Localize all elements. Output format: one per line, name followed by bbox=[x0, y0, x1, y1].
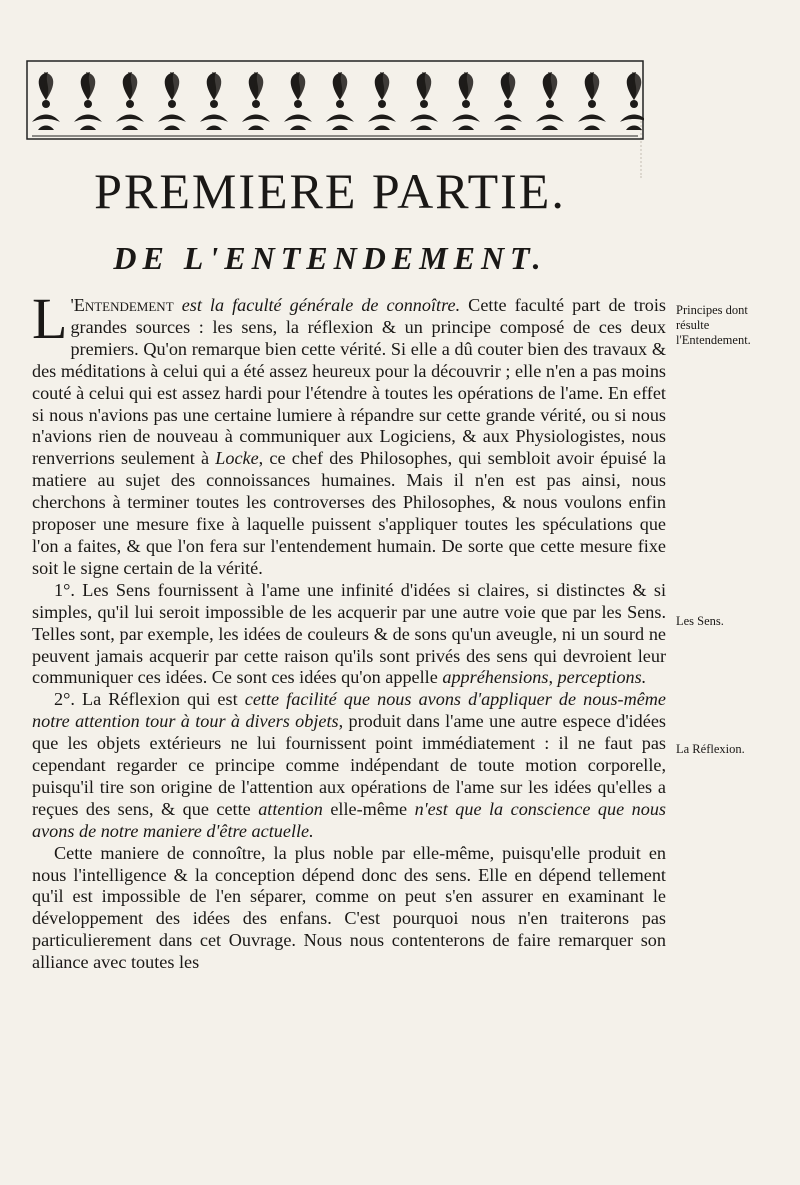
locke-name: Locke bbox=[215, 448, 259, 469]
paragraph-connoitre: Cette maniere de connoître, la plus noble par elle-même, puisqu'elle produit en nous l'intelligence & la conception dépend donc des sens. Elle en dépend tellement qu'il est impossible de l'en séparer, comme on peut s'en assurer en examinant le développement des idées des enfans. C'est pourquoi nous n'en traiterons pas particulierement dans cet Ouvrage. Nous nous contenterons de faire remarquer son alliance avec toutes les bbox=[32, 842, 666, 973]
margin-note-sens: Les Sens. bbox=[676, 614, 724, 628]
show-through-shadow bbox=[640, 118, 782, 178]
paragraph-sens-text: 1°. Les Sens fournissent à l'ame une infinité d'idées si claires, si distinctes & si simples, qu'il lui seroit impossible de les acquerir par une autre voie que par les Sens. Telles sont, par exemple, les idées de couleurs & de sons qu'un aveugle, ni un sourd ne peuvent jamais acquerir par cette raison qu'ils sont privés des sens qui devroient leur communiquer ces idées. Ce sont ces idées qu'on appelle bbox=[32, 579, 666, 688]
paragraph-sens-italic: appréhensions, perceptions. bbox=[442, 667, 647, 688]
paragraph-intro-text-b: , ce chef des Philosophes, qui sembloit avoir épuisé la matiere au sujet des connoissances humaines. Mais il n'en est pas ainsi, nous cherchons à terminer toutes les controverses des Philosophes, & nous voulons enfin proposer une mesure fixe à laquelle puissent s'appliquer toutes les spéculations que l'on a faites, & que l'on fera sur l'entendement humain. De sorte que cette mesure fixe soit le signe certain de la vérité. bbox=[32, 448, 666, 578]
paragraph-reflexion-text-a: 2°. La Réflexion qui est bbox=[54, 689, 245, 710]
drop-cap: L bbox=[32, 286, 68, 351]
lead-word: 'Entendement bbox=[70, 295, 174, 315]
definition-italic: est la faculté générale de connoître. bbox=[181, 295, 461, 315]
paragraph-reflexion-italic-a: cette facilité que nous avons d'appliquer de nous-même notre attention tour à tour à divers objets bbox=[32, 689, 666, 732]
page-title: PREMIERE PARTIE. bbox=[94, 163, 566, 219]
paragraph-sens bbox=[32, 580, 666, 690]
header-ornament bbox=[26, 60, 644, 140]
paragraph-reflexion bbox=[32, 689, 666, 842]
section-subtitle: DE L'ENTENDEMENT. bbox=[113, 240, 547, 276]
paragraph-reflexion-text-b: , produit dans l'ame une autre espece d'idées que les objets extérieurs ne lui fournissent point immédiatement : il ne faut pas cependant regarder ce principe comme indépendant de toute motion corporelle, puisqu'il tire son origine de l'attention aux opérations de l'ame sur les idées qu'elles a reçues des sens, & que cette bbox=[32, 711, 667, 819]
paragraph-reflexion-italic-c: n'est que la conscience que nous avons de notre maniere d'être actuelle. bbox=[32, 798, 666, 841]
paragraph-reflexion-italic-b: attention bbox=[258, 798, 323, 819]
body-text bbox=[32, 286, 667, 974]
margin-note-principes: Principes dont résulte l'Entendement. bbox=[676, 303, 751, 347]
margin-note-reflexion: La Réflexion. bbox=[676, 742, 745, 756]
paragraph-reflexion-text-c: elle-même bbox=[322, 798, 415, 819]
paragraph-intro-text-a: Cette faculté part de trois grandes sources : les sens, la réflexion & un principe composé de ces deux premiers. Qu'on remarque bien cette vérité. Si elle a dû couter bien des travaux & des méditations à celui qui a été assez heureux pour la découvrir ; elle n'en a pas moins couté à celui qui est assez hardi pour l'étendre à toutes les opérations de l'ame. En effet si nous n'avions pas une certaine lumiere à répandre sur cette grande vérité, ou si nous n'avions rien de nouveau à communiquer aux Logiciens, & aux Physiologistes, nous renverrions seulement à bbox=[32, 295, 667, 469]
paragraph-intro bbox=[32, 286, 667, 580]
